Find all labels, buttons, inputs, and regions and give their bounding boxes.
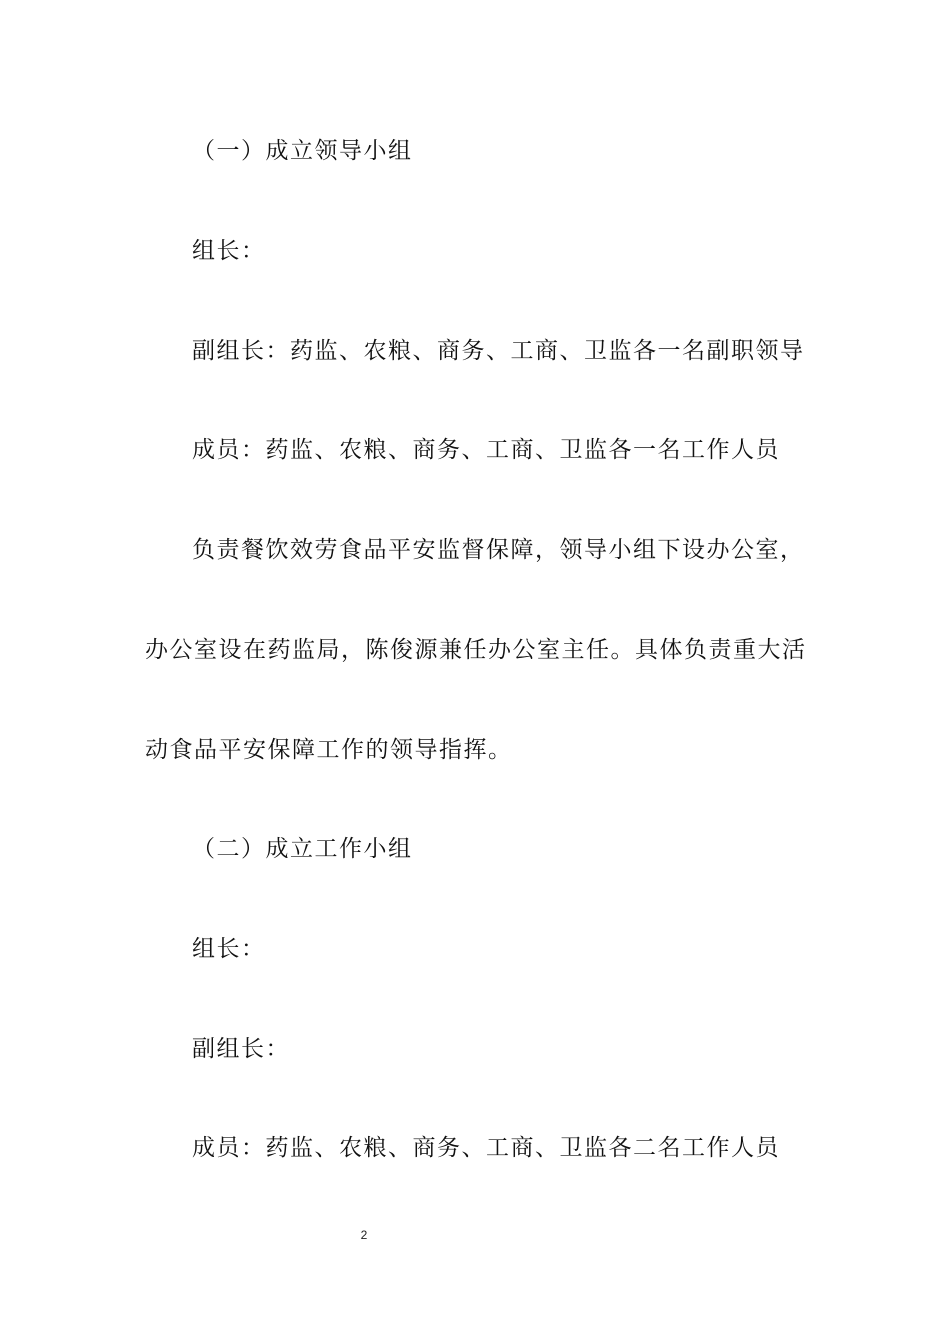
leader-line: 组长： <box>192 238 266 264</box>
section-heading-leadership-group: （一）成立领导小组 <box>192 138 413 164</box>
members-line: 成员：药监、农粮、商务、工商、卫监各一名工作人员 <box>192 437 780 463</box>
page-number: 2 <box>360 1228 368 1242</box>
deputy-leader-line: 副组长：药监、农粮、商务、工商、卫监各一名副职领导 <box>192 338 805 364</box>
paragraph-line-2: 办公室设在药监局，陈俊源兼任办公室主任。具体负责重大活 <box>145 637 807 663</box>
working-leader-line: 组长： <box>192 936 266 962</box>
working-members-line: 成员：药监、农粮、商务、工商、卫监各二名工作人员 <box>192 1135 780 1161</box>
paragraph-line-3: 动食品平安保障工作的领导指挥。 <box>145 737 513 763</box>
section-heading-working-group: （二）成立工作小组 <box>192 836 413 862</box>
paragraph-line-1: 负责餐饮效劳食品平安监督保障，领导小组下设办公室， <box>192 537 805 563</box>
working-deputy-leader-line: 副组长： <box>192 1036 290 1062</box>
